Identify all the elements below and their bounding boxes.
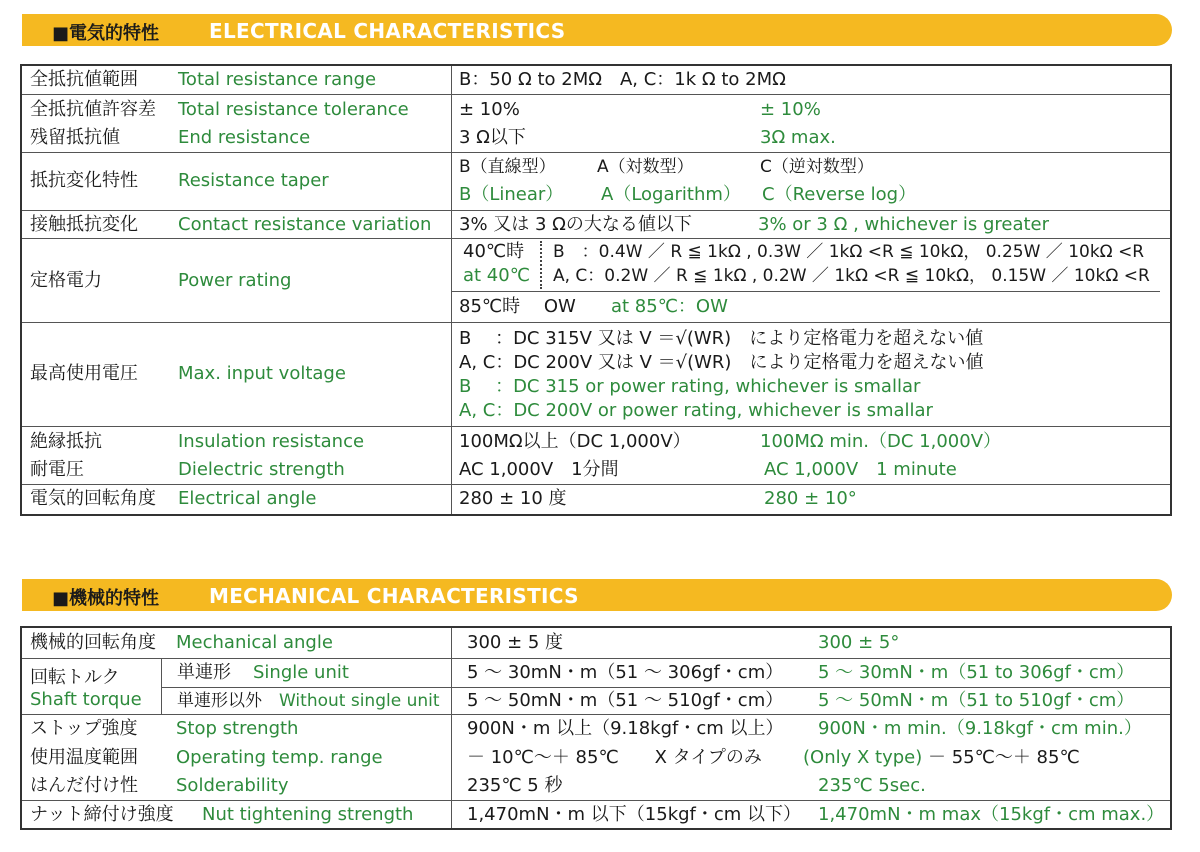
row-value-jp: 3 Ω以下: [459, 127, 526, 148]
row-label-en: Power rating: [178, 270, 292, 291]
row-value-tail: － 55℃～＋ 85℃: [928, 747, 1080, 768]
electrical-header: [22, 14, 1172, 46]
taper-a-en: A（Logarithm）: [601, 184, 741, 205]
row-value-jp: 1,470mN・m 以下（15kgf・cm 以下）: [467, 804, 802, 825]
row-value-jp: 235℃ 5 秒: [467, 775, 563, 796]
table-row: [22, 322, 1170, 426]
row-label-en: Mechanical angle: [176, 632, 333, 653]
row-value-jp: 3% 又は 3 Ωの大なる値以下: [459, 214, 692, 235]
voltage-line-ac-jp: A, C：DC 200V 又は V ＝√(WR) により定格電力を超えない値: [459, 352, 984, 373]
table-row: [22, 800, 1170, 828]
row-value-jp: － 10℃～＋ 85℃ X タイプのみ: [467, 747, 762, 768]
mechanical-header-en: MECHANICAL CHARACTERISTICS: [209, 584, 579, 608]
row-value-jp: 100MΩ以上（DC 1,000V）: [459, 431, 691, 452]
row-label-en: Shaft torque: [30, 689, 142, 710]
row-value-en: AC 1,000V 1 minute: [764, 459, 957, 480]
row-label-en: Electrical angle: [178, 488, 317, 509]
taper-b-en: B（Linear）: [459, 184, 564, 205]
row-label-jp: 機械的回転角度: [30, 632, 156, 653]
table-row: [22, 210, 1170, 238]
row-label-en: Total resistance range: [178, 69, 377, 90]
mechanical-header-jp: ■機械的特性: [52, 588, 160, 609]
row-label-jp: 絶縁抵抗: [30, 431, 102, 452]
row-label-jp: 接触抵抗変化: [30, 214, 138, 235]
row-value: B：50 Ω to 2MΩ A, C：1k Ω to 2MΩ: [459, 69, 786, 90]
row-value-en: 900N・m min.（9.18kgf・cm min.）: [818, 718, 1142, 739]
row-label-jp: 残留抵抗値: [30, 127, 120, 148]
power-ac-line: A, C：0.2W ／ R ≦ 1kΩ , 0.2W ／ 1kΩ <R ≦ 10kΩ， 0.15W ／ 10kΩ <R: [553, 266, 1150, 286]
table-row: [22, 658, 1170, 714]
taper-c-jp: C（逆対数型）: [760, 157, 874, 177]
row-label-jp: 最高使用電圧: [30, 363, 138, 384]
table-row: [22, 628, 1170, 658]
row-value-en: ± 10%: [760, 99, 821, 120]
table-row: [22, 94, 1170, 152]
row-value-en: 1,470mN・m max（15kgf・cm max.）: [818, 804, 1165, 825]
mechanical-table: [20, 626, 1172, 830]
mechanical-header: [22, 579, 1172, 611]
temp-40-jp: 40℃時: [463, 241, 525, 262]
row-label-jp: 電気的回転角度: [30, 488, 156, 509]
table-row: [22, 484, 1170, 514]
row-label-jp: 使用温度範囲: [30, 747, 138, 768]
row-label-en: Stop strength: [176, 718, 299, 739]
row-label-en: Solderability: [176, 775, 289, 796]
row-label-en: Max. input voltage: [178, 363, 346, 384]
row-label-en: End resistance: [178, 127, 311, 148]
row-label-en: Operating temp. range: [176, 747, 383, 768]
row-value-en: 100MΩ min.（DC 1,000V）: [760, 431, 1002, 452]
row-value-en: 235℃ 5sec.: [818, 775, 926, 796]
row-value-en: 3% or 3 Ω , whichever is greater: [758, 214, 1050, 235]
temp-85-jp: 85℃時 OW: [459, 296, 576, 317]
voltage-line-ac-en: A, C：DC 200V or power rating, whichever is smallar: [459, 400, 933, 421]
row-label-jp: 回転トルク: [30, 667, 120, 688]
taper-b-jp: B（直線型）: [459, 157, 556, 177]
torque-multi-jp: 単連形以外: [177, 691, 262, 711]
row-label-en: Resistance taper: [178, 170, 329, 191]
row-label-en: Dielectric strength: [178, 459, 345, 480]
row-label-en: Nut tightening strength: [202, 804, 414, 825]
temp-85-en: at 85℃：OW: [611, 296, 728, 317]
torque-single-value-jp: 5 ～ 30mN・m（51 ～ 306gf・cm）: [467, 662, 784, 683]
voltage-line-b-jp: B ：DC 315V 又は V ＝√(WR) により定格電力を超えない値: [459, 328, 984, 349]
table-row: [22, 426, 1170, 484]
table-row: [22, 714, 1170, 800]
row-label-en: Contact resistance variation: [178, 214, 432, 235]
row-value-jp: 280 ± 10 度: [459, 488, 567, 509]
row-label-jp: 抵抗変化特性: [30, 170, 138, 191]
power-b-line: B ：0.4W ／ R ≦ 1kΩ , 0.3W ／ 1kΩ <R ≦ 10kΩ， 0.25W ／ 10kΩ <R: [553, 242, 1145, 262]
torque-single-jp: 単連形: [177, 662, 231, 683]
row-label-jp: 全抵抗値範囲: [30, 69, 138, 90]
torque-multi-value-jp: 5 ～ 50mN・m（51 ～ 510gf・cm）: [467, 690, 784, 711]
electrical-header-jp: ■電気的特性: [52, 23, 160, 44]
row-value-en: 300 ± 5°: [818, 632, 900, 653]
row-label-en: Insulation resistance: [178, 431, 365, 452]
electrical-header-en: ELECTRICAL CHARACTERISTICS: [209, 19, 566, 43]
voltage-line-b-en: B ：DC 315 or power rating, whichever is smallar: [459, 376, 921, 397]
torque-single-en: Single unit: [253, 662, 349, 683]
torque-multi-value-en: 5 ～ 50mN・m（51 to 510gf・cm）: [818, 690, 1135, 711]
dotted-divider: [540, 241, 542, 289]
inner-divider: [161, 687, 1170, 688]
torque-single-value-en: 5 ～ 30mN・m（51 to 306gf・cm）: [818, 662, 1135, 683]
row-label-jp: 全抵抗値許容差: [30, 99, 156, 120]
row-value-en: 280 ± 10°: [764, 488, 857, 509]
table-row: [22, 152, 1170, 210]
row-label-jp: ナット締付け強度: [30, 804, 174, 825]
inner-divider: [452, 291, 1160, 292]
row-value-en: (Only X type): [803, 747, 923, 768]
row-value-jp: AC 1,000V 1分間: [459, 459, 619, 480]
temp-40-en: at 40℃: [463, 265, 530, 286]
row-label-jp: 定格電力: [30, 270, 102, 291]
taper-a-jp: A（対数型）: [597, 157, 694, 177]
row-label-en: Total resistance tolerance: [178, 99, 409, 120]
row-label-jp: ストップ強度: [30, 718, 138, 739]
row-value-en: 3Ω max.: [760, 127, 836, 148]
taper-c-en: C（Reverse log）: [762, 184, 917, 205]
table-row: [22, 66, 1170, 94]
row-value-jp: 900N・m 以上（9.18kgf・cm 以上）: [467, 718, 784, 739]
row-label-jp: はんだ付け性: [30, 775, 138, 796]
row-label-jp: 耐電圧: [30, 459, 84, 480]
torque-multi-en: Without single unit: [279, 691, 440, 711]
row-value-jp: ± 10%: [459, 99, 520, 120]
row-value-jp: 300 ± 5 度: [467, 632, 564, 653]
table-row: [22, 238, 1170, 322]
electrical-table: [20, 64, 1172, 516]
